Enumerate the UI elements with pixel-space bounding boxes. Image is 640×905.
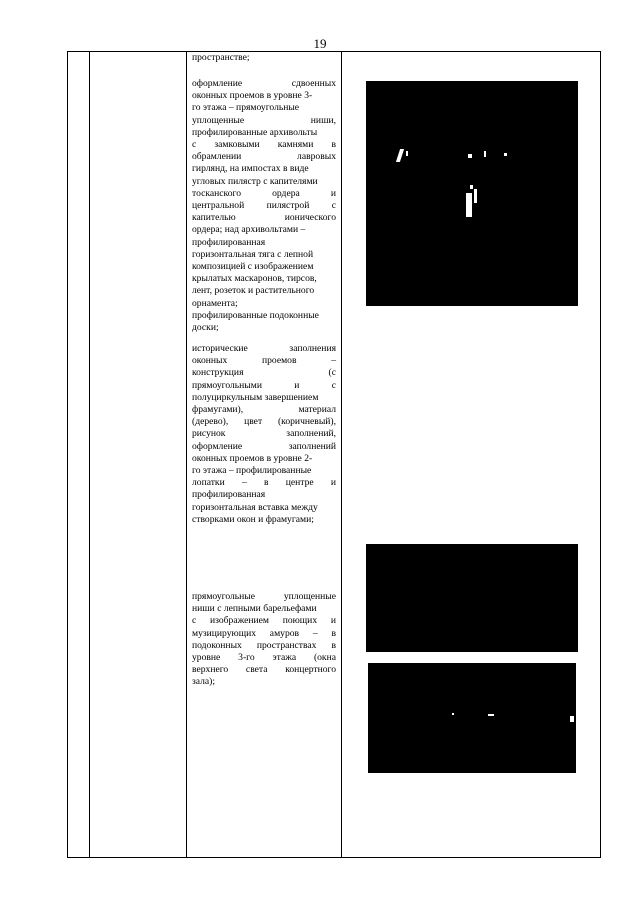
text-line: створками окон и фрамугами;	[192, 513, 314, 525]
text-line: верхнего света концертного	[192, 664, 336, 676]
text-line: профилированные архивольты	[192, 126, 318, 138]
column-divider-2	[186, 51, 187, 858]
text-line: ниши с лепными барельефами	[192, 603, 317, 615]
text-line: го этажа – прямоугольные	[192, 102, 300, 114]
photo-highlight	[470, 185, 473, 189]
text-line: конструкция (с	[192, 367, 336, 379]
photo-highlight	[468, 154, 472, 158]
text-line: оконных проемов в уровне 3-	[192, 90, 313, 102]
photo-highlight	[488, 714, 494, 716]
photo-highlight	[484, 151, 486, 157]
text-line: зала);	[192, 676, 216, 688]
text-line: музицирующих амуров – в	[192, 627, 336, 639]
photo-highlight	[466, 193, 472, 217]
text-line: прямоугольные уплощенные	[192, 591, 336, 602]
text-line: оформление сдвоенных	[192, 78, 336, 89]
text-line: пространстве;	[192, 52, 250, 63]
photo-highlight	[570, 716, 574, 722]
table-bottom-border	[67, 857, 601, 858]
text-line: полуциркульным завершением	[192, 391, 319, 403]
text-line: подоконных пространствах в	[192, 639, 336, 651]
paragraph-window-paired-openings	[192, 78, 336, 334]
text-line: го этажа – профилированные	[192, 465, 312, 477]
photo-flat-niches-bas-reliefs	[368, 663, 576, 773]
text-line: угловых пилястр с капителями	[192, 175, 318, 187]
text-line: гирлянд, на импостах в виде	[192, 163, 309, 175]
text-line: с замковыми камнями в	[192, 139, 336, 151]
text-line: орнамента;	[192, 297, 238, 309]
text-line: с изображением поющих и	[192, 615, 336, 627]
table-right-border	[600, 51, 601, 858]
text-line: горизонтальная тяга с лепной	[192, 248, 314, 260]
column-divider-1	[89, 51, 90, 858]
text-line: композицией с изображением	[192, 261, 314, 273]
text-line: доски;	[192, 322, 219, 334]
text-line: центральной пилястрой с	[192, 200, 336, 212]
text-line: исторические заполнения	[192, 343, 336, 354]
photo-highlight	[406, 151, 408, 156]
column-divider-3	[341, 51, 342, 858]
text-line: фрамугами), материал	[192, 404, 336, 416]
text-line: оформление заполнений	[192, 440, 336, 452]
text-line: крылатых маскаронов, тирсов,	[192, 273, 317, 285]
text-line: горизонтальная вставка между	[192, 501, 318, 513]
text-line: уровне 3-го этажа (окна	[192, 652, 336, 664]
photo-highlight	[452, 713, 454, 715]
text-line: рисунок заполнений,	[192, 428, 336, 440]
text-line: тосканского ордера и	[192, 187, 336, 199]
text-line: лопатки – в центре и	[192, 477, 336, 489]
photo-highlight	[474, 189, 477, 203]
text-line: профилированные подоконные	[192, 309, 319, 321]
text-line: профилированная	[192, 489, 266, 501]
photo-highlight	[504, 153, 507, 156]
text-line: оконных проемов в уровне 2-	[192, 452, 313, 464]
paragraph-flat-niches-bas-reliefs	[192, 591, 336, 689]
text-line: профилированная	[192, 236, 266, 248]
table-left-border	[67, 51, 68, 858]
text-line: лент, розеток и растительного	[192, 285, 315, 297]
photo-historic-window-fillings	[366, 544, 578, 652]
text-line: ордера; над архивольтами –	[192, 224, 306, 236]
text-line: обрамлении лавровых	[192, 151, 336, 163]
paragraph-continuation	[192, 52, 336, 64]
paragraph-historic-window-fillings	[192, 343, 336, 526]
text-line: уплощенные ниши,	[192, 114, 336, 126]
photo-highlight	[396, 149, 404, 162]
photo-window-paired-openings	[366, 81, 578, 306]
text-line: капителью ионического	[192, 212, 336, 224]
text-line: прямоугольными и с	[192, 379, 336, 391]
text-line: оконных проемов –	[192, 355, 336, 367]
text-line: (дерево), цвет (коричневый),	[192, 416, 336, 428]
page-number: 19	[313, 36, 327, 51]
